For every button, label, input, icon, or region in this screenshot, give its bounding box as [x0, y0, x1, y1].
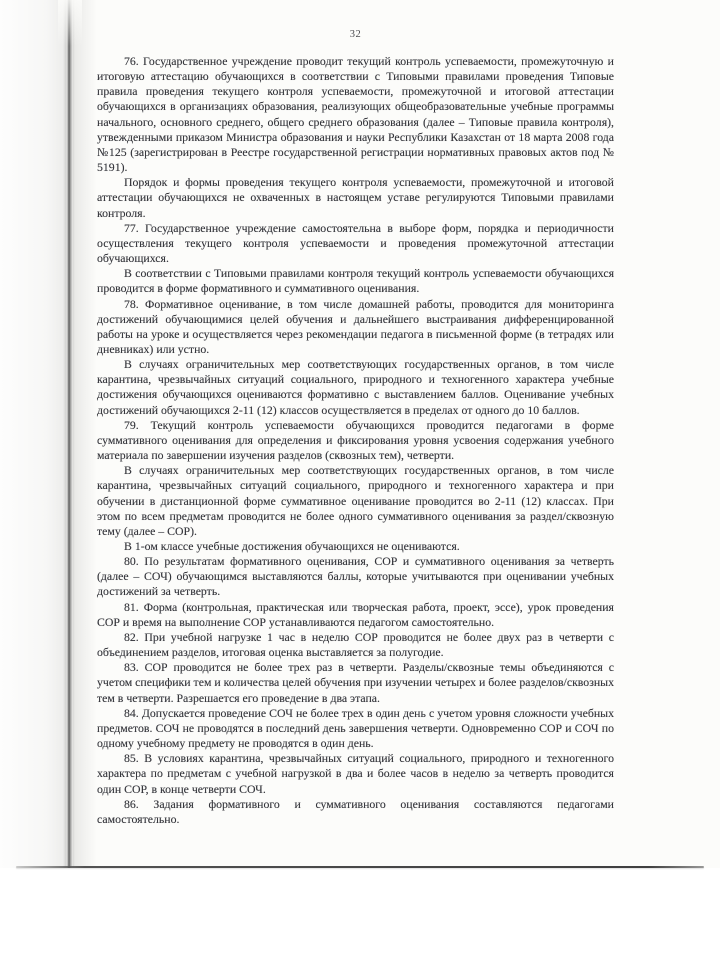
paragraph: 79. Текущий контроль успеваемости обучающихся проводится педагогами в форме суммативного оценивания для определения и фиксирования уровня усвоения содержания учебного материала по завершении изучения разделов (сквозных тем), четверти.: [97, 417, 614, 463]
page-spine-top-fade: [58, 0, 82, 46]
page-spine-shadow: [73, 0, 97, 868]
paragraph: 85. В условиях карантина, чрезвычайных ситуаций социального, природного и техногенного характера по предметам с учебной нагрузкой в два и более часов в неделю за четверть проводится один СОР, в конце четверти СОЧ.: [97, 751, 614, 796]
paragraph: 81. Форма (контрольная, практическая или творческая работа, проект, эссе), урок проведения СОР и время на выполнение СОР устанавливаются педагогом самостоятельно.: [97, 599, 614, 629]
paragraph: В 1-ом классе учебные достижения обучающихся не оцениваются.: [124, 539, 460, 553]
paragraph: 76. Государственное учреждение проводит текущий контроль успеваемости, промежуточную и итоговую аттестацию обучающихся в соответствии с Типовыми правилами проведения Типовые правила проведения текущего контроля успеваемости, промежуточной и итоговой аттестации обучающихся в организациях образования, реализующих общеобразовательные учебные программы начального, основного среднего, общего среднего образования (далее – Типовые правила контроля), утвежденными приказом Министра образования и науки Республики Казахстан от 18 марта 2008 года №125 (зарегистрирован в Реестре государственной регистрации нормативных правовых актов под № 5191).: [97, 54, 614, 175]
paragraph: 80. По результатам формативного оценивания, СОР и суммативного оценивания за четверть (далее – СОЧ) обучающимся выставляются баллы, которые учитываются при оценивании учебных достижений за четверть.: [97, 554, 614, 599]
paragraph: 82. При учебной нагрузке 1 час в неделю СОР проводится не более двух раз в четверти с объединением разделов, итоговая оценка выставляется за полугодие.: [97, 629, 614, 660]
page-left-margin: [0, 0, 66, 868]
paragraph: Порядок и формы проведения текущего контроля успеваемости, промежуточной и итоговой аттестации обучающихся не охваченных в настоящем уставе регулируются Типовыми правилами контроля.: [97, 175, 614, 220]
paragraph: В соответствии с Типовыми правилами контроля текущий контроль успеваемости обучающихся проводится в форме формативного и суммативного оценивания.: [97, 266, 614, 296]
document-text: [97, 54, 614, 827]
paragraph: 86. Задания формативного и суммативного оценивания составляются педагогами самостоятельно.: [97, 796, 614, 826]
page-bottom-edge: [16, 866, 704, 868]
page-number: 32: [349, 29, 362, 40]
paragraph: 84. Допускается проведение СОЧ не более трех в один день с учетом уровня сложности учебных предметов. СОЧ не проводятся в последний день завершения четверти. Одновременно СОР и СОЧ по одному учебному предмету не проводятся в один день.: [97, 705, 614, 751]
paragraph: 77. Государственное учреждение самостоятельна в выборе форм, порядка и периодичности осуществления текущего контроля успеваемости и проведения промежуточной аттестации обучающихся.: [97, 220, 614, 266]
paragraph: 78. Формативное оценивание, в том числе домашней работы, проводится для мониторинга достижений обучающимися целей обучения и дальнейшего выстраивания дифференцированной работы на уроке и осуществляется через рекомендации педагога в письменной форме (в тетрадях или дневниках) или устно.: [97, 296, 614, 356]
paragraph: В случаях ограничительных мер соответствующих государственных органов, в том числе карантина, чрезвычайных ситуаций социального, природного и техногенного характера учебные достижения обучающихся оцениваются формативно с выставлением баллов. Оценивание учебных достижений обучающихся 2-11 (12) классов осуществляется в пределах от одного до 10 баллов.: [97, 357, 614, 417]
paragraph: 83. СОР проводится не более трех раз в четверти. Разделы/сквозные темы объединяются с учетом специфики тем и количества целей обучения при изучении четырех и более разделов/сквозных тем в четверти. Разрешается его проведение в два этапа.: [97, 660, 614, 705]
paragraph: В случаях ограничительных мер соответствующих государственных органов, в том числе карантина, чрезвычайных ситуаций социального, природного и техногенного характера и при обучении в дистанционной форме суммативное оценивание проводится во 2-11 (12) классах. При этом по всем предметам проводится не более одного суммативного оценивания за раздел/сквозную тему (далее – СОР).: [97, 463, 614, 538]
